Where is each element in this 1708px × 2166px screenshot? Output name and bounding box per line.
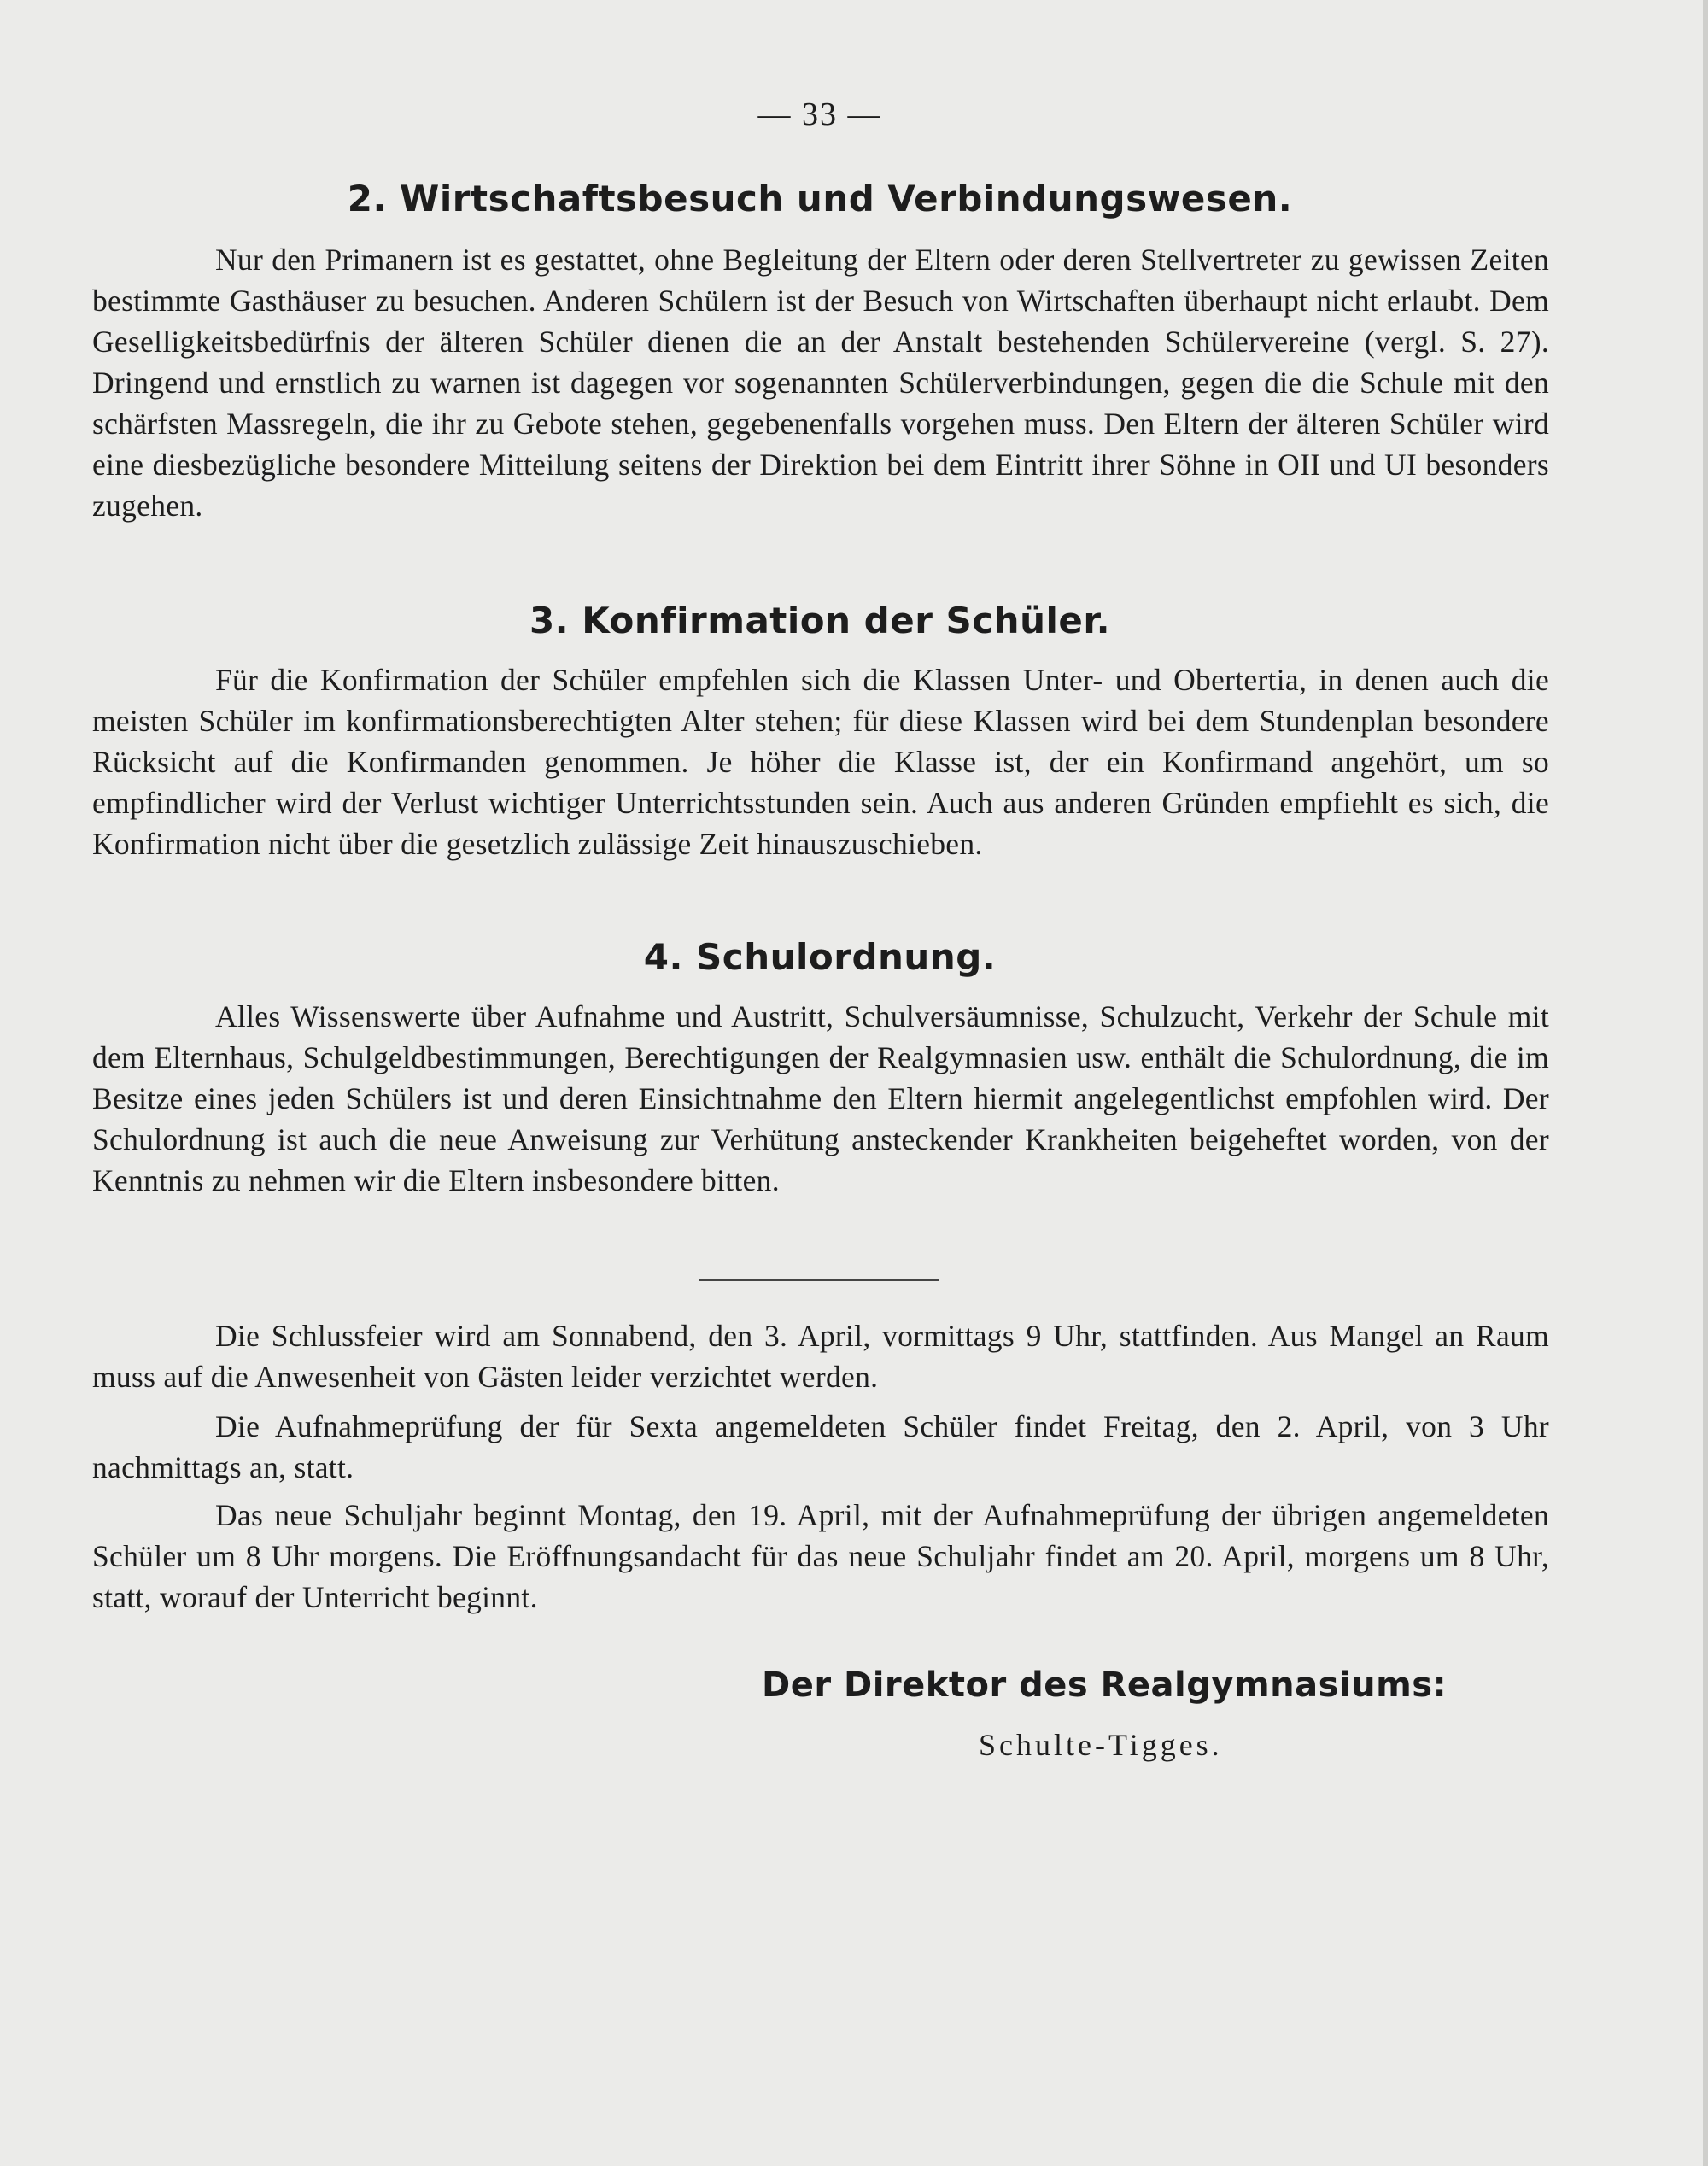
section-paragraph-wirtschaftsbesuch: Nur den Primanern ist es gestattet, ohne Begleitung der Eltern oder deren Stellvertreter zu gewissen Zeiten bestimmte Gasthäuser zu besuchen. Anderen Schülern ist der Besuch von Wirtschaften überhaupt nicht erlaubt. Dem Geselligkeitsbedürfnis der älteren Schüler dienen die an der Anstalt bestehenden Schülervereine (vergl. S. 27). Dringend und ernstlich zu warnen ist dagegen vor sogenannten Schülerverbindungen, gegen die die Schule mit den schärfsten Massregeln, die ihr zu Gebote stehen, gegebenenfalls vorgehen muss. Den Eltern der älteren Schüler wird eine diesbezügliche besondere Mitteilung seitens der Direktion bei dem Eintritt ihrer Söhne in OII und UI besonders zugehen. [92,243,1549,523]
section-divider [699,1279,939,1281]
section-paragraph-konfirmation: Für die Konfirmation der Schüler empfehlen sich die Klassen Unter- und Obertertia, in denen auch die meisten Schüler im konfirmationsberechtigten Alter stehen; für diese Klassen wird bei dem Stundenplan besondere Rücksicht auf die Konfirmanden genommen. Je höher die Klasse ist, der ein Konfirmand angehört, um so empfindlicher wird der Verlust wichtiger Unterrichtsstunden sein. Auch aus anderen Gründen empfiehlt es sich, die Konfirmation nicht über die gesetzlich zulässige Zeit hinauszuschieben. [92,663,1549,861]
signature-title: Der Direktor des Realgymnasiums: [762,1665,1448,1705]
section-heading-konfirmation: 3. Konfirmation der Schüler. [529,600,1111,641]
scan-edge [1703,0,1708,2166]
announcement-aufnahmepruefung: Die Aufnahmeprüfung der für Sexta angemeldeten Schüler findet Freitag, den 2. April, von 3 Uhr nachmittags an, statt. [92,1409,1549,1484]
announcement-schuljahr: Das neue Schuljahr beginnt Montag, den 19. April, mit der Aufnahmeprüfung der übrigen angemeldeten Schüler um 8 Uhr morgens. Die Eröffnungsandacht für das neue Schuljahr findet am 20. April, morgens um 8 Uhr, statt, worauf der Unterricht beginnt. [92,1498,1549,1614]
signature-name: Schulte-Tigges. [979,1728,1223,1762]
page-number: — 33 — [757,97,882,132]
section-heading-schulordnung: 4. Schulordnung. [643,936,997,978]
section-heading-wirtschaftsbesuch: 2. Wirtschaftsbesuch und Verbindungswesen. [347,178,1293,220]
section-paragraph-schulordnung: Alles Wissenswerte über Aufnahme und Austritt, Schulversäumnisse, Schulzucht, Verkehr der Schule mit dem Elternhaus, Schulgeldbestimmungen, Berechtigungen der Realgymnasien usw. enthält die Schulordnung, die im Besitze eines jeden Schülers ist und deren Einsichtnahme den Eltern hiermit angelegentlichst empfohlen wird. Der Schulordnung ist auch die neue Anweisung zur Verhütung ansteckender Krankheiten beigeheftet worden, von der Kenntnis zu nehmen wir die Eltern insbesondere bitten. [92,999,1549,1197]
announcement-schlussfeier: Die Schlussfeier wird am Sonnabend, den 3. April, vormittags 9 Uhr, stattfinden. Aus Mangel an Raum muss auf die Anwesenheit von Gästen leider verzichtet werden. [92,1319,1549,1394]
